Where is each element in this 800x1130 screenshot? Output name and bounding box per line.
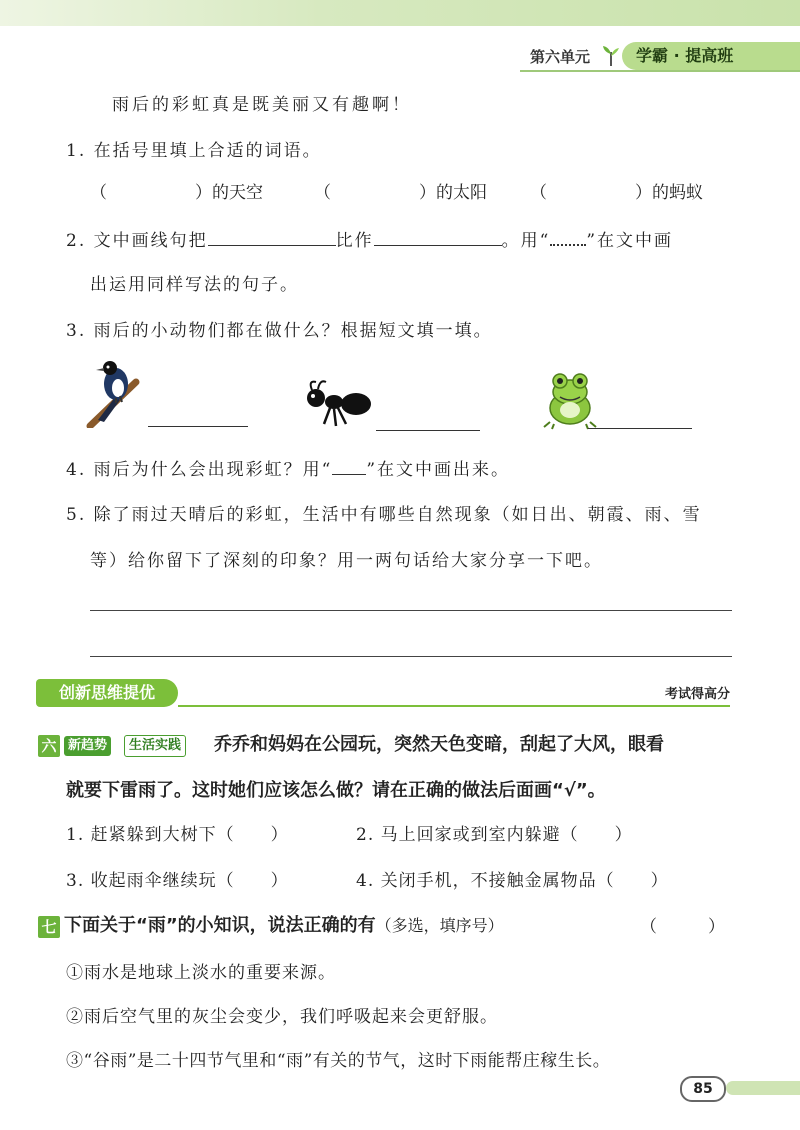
q3-blank-frog[interactable] (588, 428, 692, 429)
page-footer (680, 1076, 800, 1100)
option-1[interactable]: 1. 赶紧躲到大树下（ ） (66, 825, 289, 845)
question-2: 2. 文中画线句把 比作 。用“ ”在文中画 (66, 227, 673, 254)
option-2[interactable]: 2. 马上回家或到室内躲避（ ） (356, 825, 633, 845)
question-5-line2: 等）给你留下了深刻的印象？用一两句话给大家分享一下吧。 (90, 551, 603, 571)
page-bar (726, 1081, 800, 1095)
statement-2: ②雨后空气里的灰尘会变少，我们呼吸起来会更舒服。 (66, 1007, 498, 1027)
magpie-icon (86, 356, 142, 428)
part-seven-question: 下面关于“雨”的小知识，说法正确的有（多选，填序号） (64, 915, 504, 936)
q1-blank-2[interactable]: （ ）的太阳 (314, 183, 487, 203)
top-banner (0, 0, 800, 26)
statement-1: ①雨水是地球上淡水的重要来源。 (66, 963, 336, 983)
question-1: 1. 在括号里填上合适的词语。 (66, 141, 322, 161)
section-title: 创新思维提优 (36, 679, 178, 707)
option-3[interactable]: 3. 收起雨伞继续玩（ ） (66, 871, 289, 891)
q1-blank-3[interactable]: （ ）的蚂蚁 (530, 183, 703, 203)
q3-blank-ant[interactable] (376, 430, 480, 431)
ant-icon (300, 378, 376, 434)
question-4: 4. 雨后为什么会出现彩虹？用“ ”在文中画出来。 (66, 456, 510, 483)
header-rule (520, 70, 800, 72)
page-number: 85 (680, 1076, 726, 1102)
part-seven-answer[interactable]: （ ） (640, 917, 725, 937)
life-practice-tag: 生活实践 (124, 735, 186, 757)
option-4[interactable]: 4. 关闭手机，不接触金属物品（ ） (356, 871, 669, 891)
unit-label: 第六单元 (529, 48, 590, 66)
part-six-question-line2: 就要下雷雨了。这时她们应该怎么做？请在正确的做法后面画“√”。 (66, 780, 606, 801)
sprout-icon (600, 44, 622, 68)
frog-icon (542, 370, 598, 430)
section-tagline: 考试得高分 (664, 687, 730, 702)
answer-line-1[interactable] (90, 610, 732, 611)
section-rule (178, 705, 730, 707)
underline-mark (332, 456, 366, 475)
trend-tag: 新趋势 (64, 736, 111, 756)
q2-blank-2[interactable] (374, 227, 502, 246)
part-seven-number: 七 (38, 916, 60, 938)
intro-sentence: 雨后的彩虹真是既美丽又有趣啊！ (112, 95, 412, 115)
answer-line-2[interactable] (90, 656, 732, 657)
wavy-line-mark (550, 228, 586, 246)
question-3: 3. 雨后的小动物们都在做什么？根据短文填一填。 (66, 321, 493, 341)
question-5: 5. 除了雨过天晴后的彩虹，生活中有哪些自然现象（如日出、朝霞、雨、雪 (66, 505, 702, 525)
part-six-question: 乔乔和妈妈在公园玩，突然天色变暗，刮起了大风，眼看 (214, 734, 664, 755)
q2-blank-1[interactable] (208, 227, 336, 246)
q1-blank-1[interactable]: （ ）的天空 (90, 183, 263, 203)
question-2-line2: 出运用同样写法的句子。 (90, 275, 299, 295)
brand-label: 学霸 · 提高班 (622, 42, 800, 70)
statement-3: ③“谷雨”是二十四节气里和“雨”有关的节气，这时下雨能帮庄稼生长。 (66, 1051, 611, 1071)
q3-blank-magpie[interactable] (148, 426, 248, 427)
part-six-number: 六 (38, 735, 60, 757)
